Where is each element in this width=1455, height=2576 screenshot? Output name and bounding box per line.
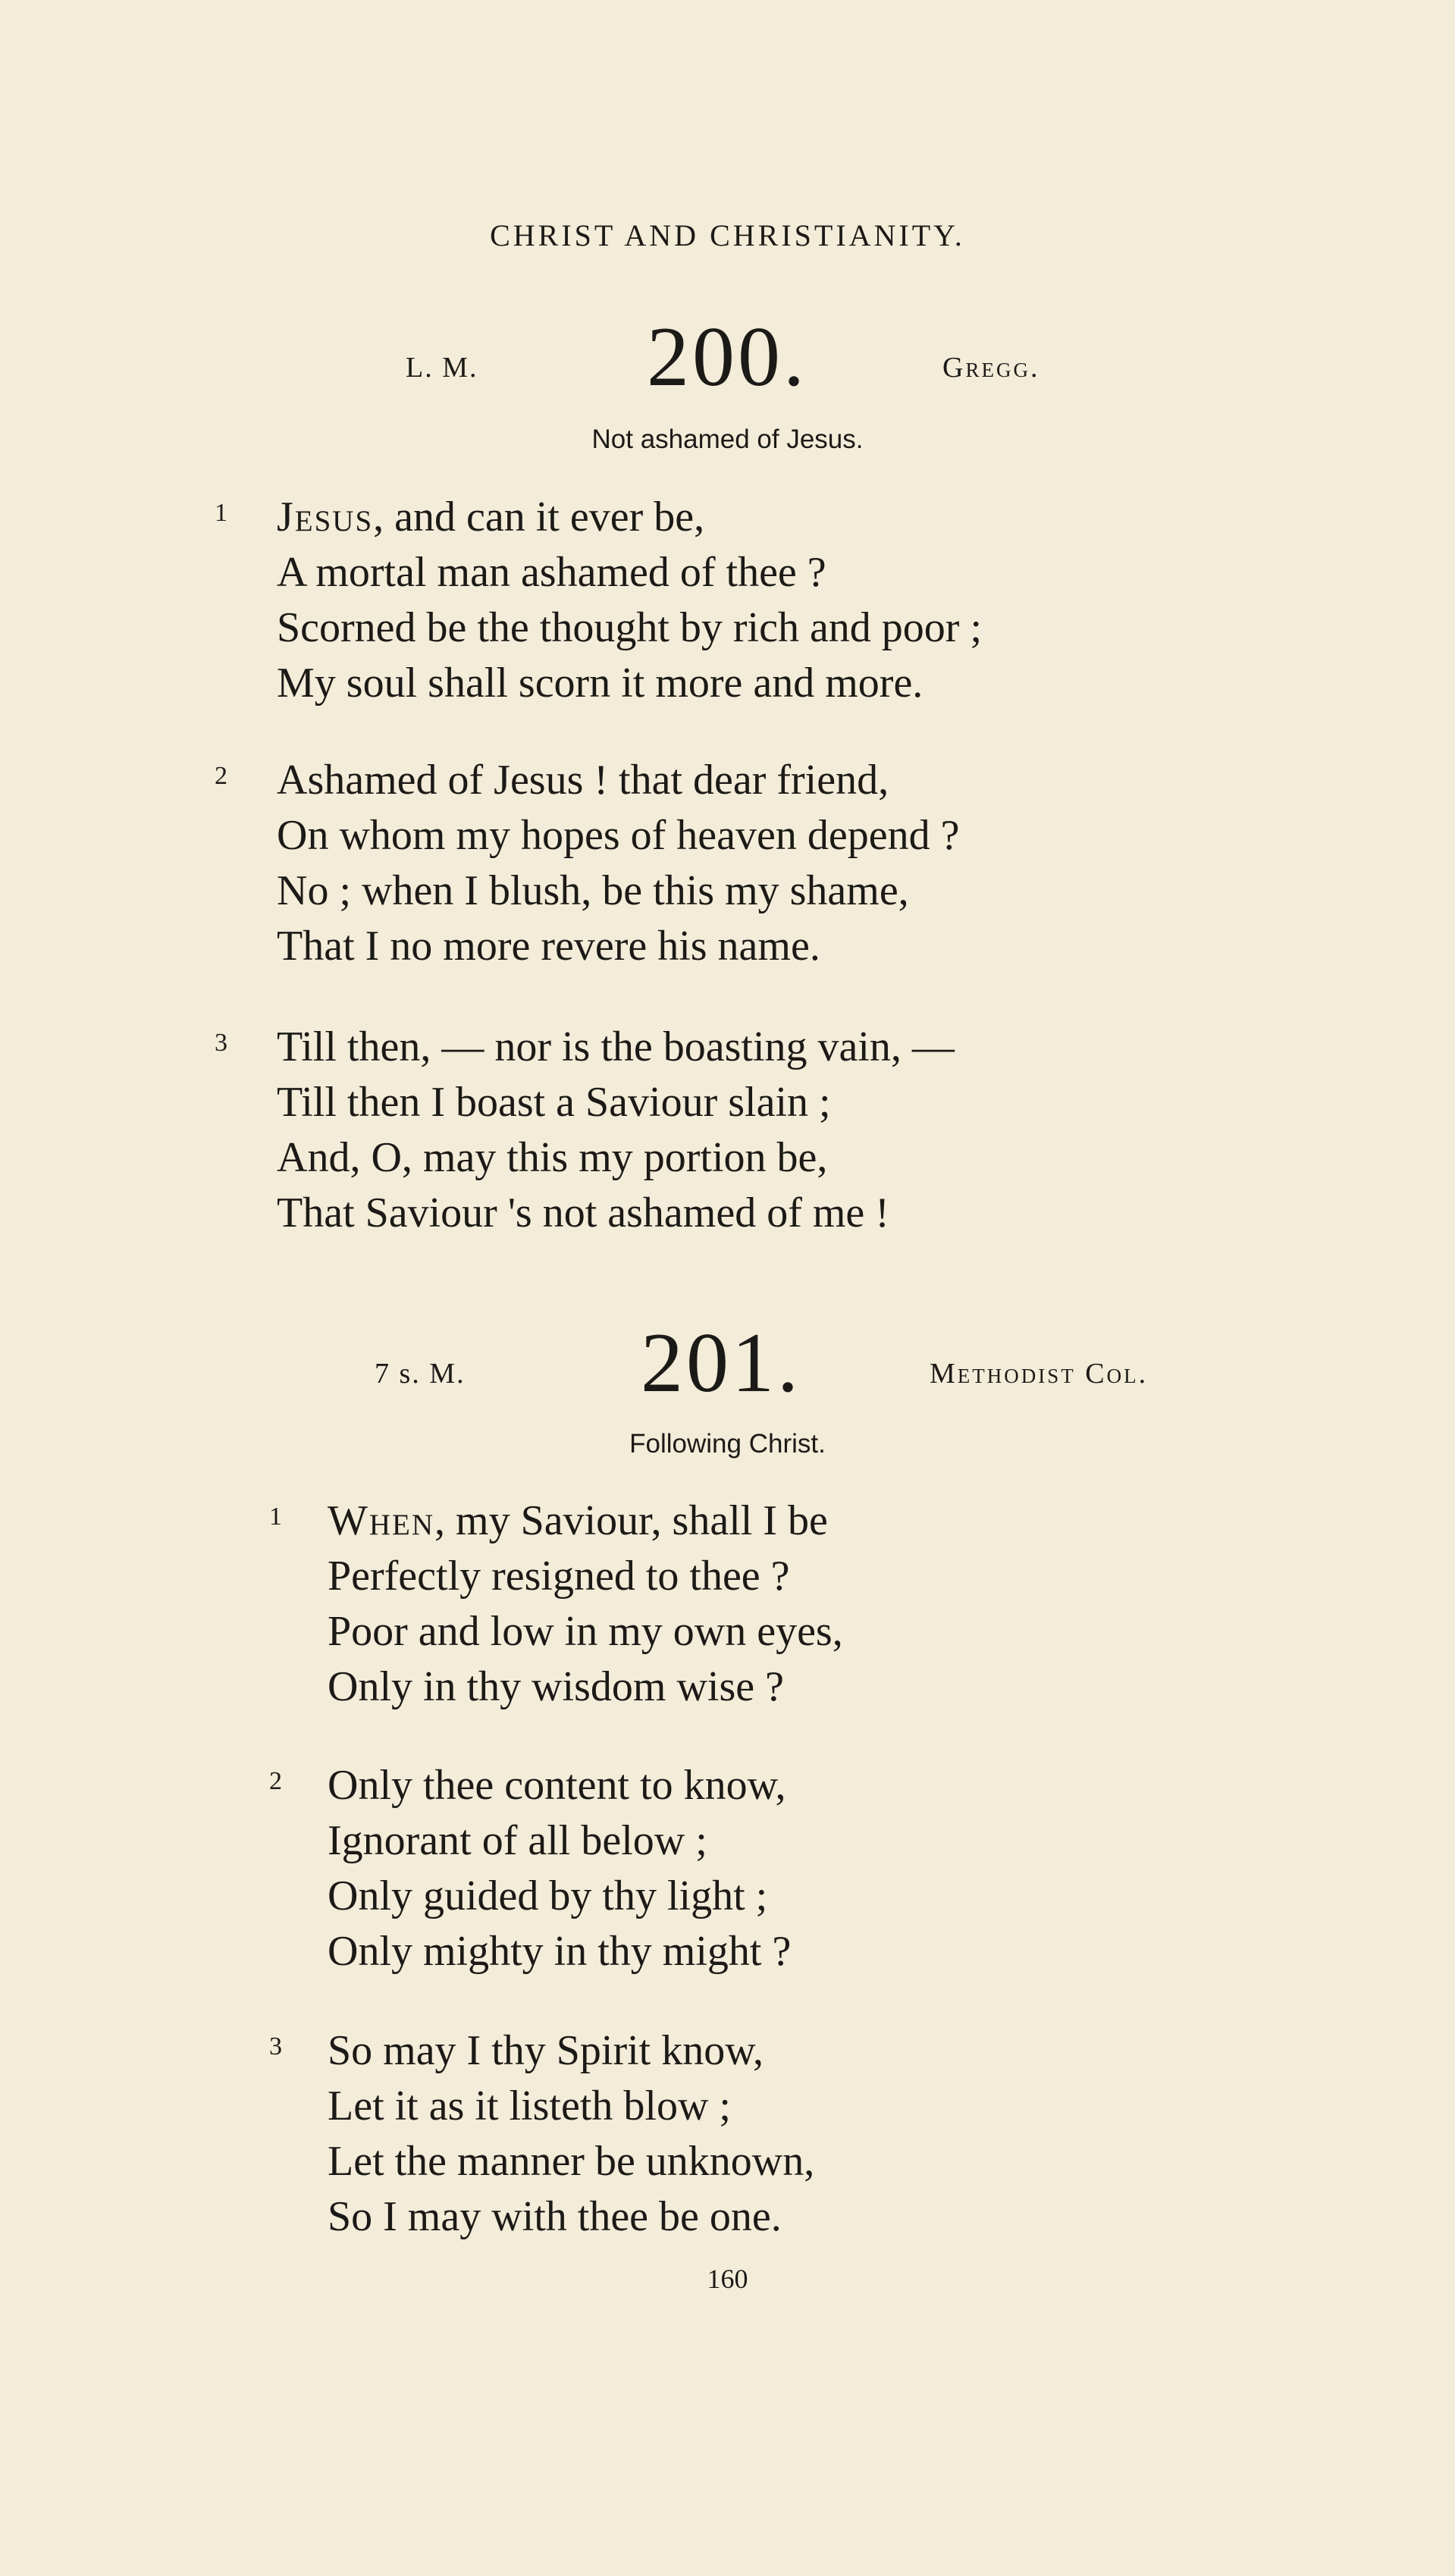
- verse-line: Let the manner be unknown,: [328, 2138, 815, 2185]
- verse-line: A mortal man ashamed of thee ?: [277, 549, 826, 596]
- hymn-200-header: [0, 310, 1455, 413]
- first-word: Jesus: [277, 494, 374, 541]
- verse-line: Ashamed of Jesus ! that dear friend,: [277, 757, 889, 804]
- hymn-number: 201.: [641, 1316, 801, 1410]
- hymn-meter: L. M.: [406, 352, 478, 384]
- verse-line: [277, 490, 982, 545]
- verse-line: Perfectly resigned to thee ?: [328, 1553, 790, 1600]
- hymn-tune: Gregg.: [942, 352, 1040, 384]
- first-word: When: [328, 1497, 435, 1544]
- verse-line: So I may with thee be one.: [328, 2193, 782, 2240]
- running-head: CHRIST AND CHRISTIANITY.: [490, 218, 965, 252]
- verse-line: Poor and low in my own eyes,: [328, 1608, 843, 1655]
- verse-line: That I no more revere his name.: [277, 923, 820, 970]
- verse-line: Till then, — nor is the boasting vain, —: [277, 1023, 955, 1070]
- verse-line: And, O, may this my portion be,: [277, 1134, 828, 1181]
- verse-line: Let it as it listeth blow ;: [328, 2082, 731, 2129]
- verse-line: No ; when I blush, be this my shame,: [277, 867, 909, 914]
- hymn-201-header: [0, 1316, 1455, 1419]
- verse-line: So may I thy Spirit know,: [328, 2027, 764, 2074]
- hymn-number: 200.: [647, 310, 807, 404]
- stanza-number: 1: [215, 499, 227, 527]
- verse-line: Ignorant of all below ;: [328, 1817, 707, 1864]
- hymn-subtitle: Not ashamed of Jesus.: [591, 425, 864, 454]
- verse-line: Only in thy wisdom wise ?: [328, 1663, 784, 1710]
- verse-line: Only thee content to know,: [328, 1762, 786, 1809]
- hymn-tune: Methodist Col.: [930, 1358, 1149, 1390]
- verse-line: On whom my hopes of heaven depend ?: [277, 812, 960, 859]
- verse-line: Only guided by thy light ;: [328, 1872, 768, 1919]
- hymn-subtitle: Following Christ.: [629, 1429, 826, 1459]
- stanza-number: 3: [269, 2032, 282, 2060]
- verse-line: That Saviour 's not ashamed of me !: [277, 1189, 889, 1236]
- page-number: 160: [707, 2264, 748, 2294]
- verse-line: Scorned be the thought by rich and poor ;: [277, 604, 983, 651]
- verse-line-rest: , my Saviour, shall I be: [434, 1497, 828, 1544]
- stanza-number: 1: [269, 1503, 282, 1531]
- stanza-number: 2: [215, 762, 227, 790]
- verse-line: [328, 1493, 843, 1549]
- verse-line: Till then I boast a Saviour slain ;: [277, 1079, 831, 1126]
- stanza-number: 3: [215, 1029, 227, 1057]
- stanza-number: 2: [269, 1767, 282, 1795]
- hymn-meter: 7 s. M.: [375, 1358, 466, 1390]
- verse-line: My soul shall scorn it more and more.: [277, 660, 923, 707]
- verse-line: Only mighty in thy might ?: [328, 1928, 792, 1975]
- verse-line-rest: , and can it ever be,: [373, 494, 705, 541]
